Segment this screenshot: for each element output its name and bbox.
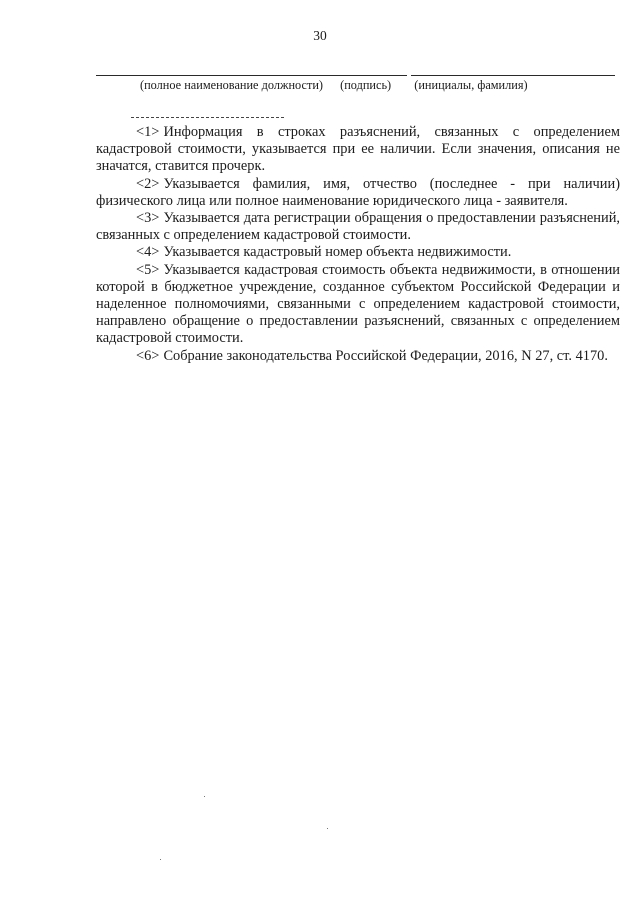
footnote-text: Указывается фамилия, имя, отчество (последнее - при наличии) физического лица или полное наименование юридического лица - заявителя. — [96, 175, 620, 209]
footnote — [96, 124, 620, 176]
footnote — [96, 210, 620, 244]
footnote — [96, 348, 620, 365]
footnote-text: Указывается дата регистрации обращения о предоставлении разъяснений, связанных с определением кадастровой стоимости. — [96, 210, 620, 244]
footnote — [96, 176, 620, 210]
name-caption: (инициалы, фамилия) — [414, 78, 528, 92]
footnote — [96, 262, 620, 348]
signature-line-position — [96, 75, 407, 76]
page-number: 30 — [313, 28, 327, 43]
footnote-marker: <2> — [136, 175, 160, 192]
footnote-separator — [131, 117, 284, 118]
position-caption: (полное наименование должности) — [140, 78, 324, 92]
footnote-marker: <3> — [136, 210, 160, 227]
footnote-marker: <1> — [136, 124, 160, 140]
footnote-text: Информация в строках разъяснений, связанных с определением кадастровой стоимости, указывается при ее наличии. Если значения, описания не значатся, ставится прочерк. — [96, 124, 620, 175]
footnote — [96, 244, 620, 261]
footnote-text: Указывается кадастровый номер объекта недвижимости. — [163, 244, 512, 261]
footnote-marker: <4> — [136, 244, 160, 261]
scan-speck — [327, 828, 328, 829]
signature-lines — [96, 66, 615, 78]
scan-speck — [160, 859, 161, 860]
footnotes — [96, 124, 620, 365]
footnote-text: Указывается кадастровая стоимость объекта недвижимости, в отношении которой в бюджетное учреждение, созданное субъектом Российской Федерации и наделенное полномочиями, связанными с определением кадастровой стоимости, направлено обращение о предоставлении разъяснений, связанных с определением кадастровой стоимости. — [96, 261, 620, 347]
signature-line-name — [411, 75, 615, 76]
footnote-text: Собрание законодательства Российской Федерации, 2016, N 27, ст. 4170. — [163, 347, 608, 364]
signature-caption: (подпись) — [340, 78, 392, 92]
scan-speck — [204, 796, 205, 797]
signature-captions — [140, 78, 560, 93]
footnote-marker: <5> — [136, 261, 160, 278]
footnote-marker: <6> — [136, 347, 160, 364]
